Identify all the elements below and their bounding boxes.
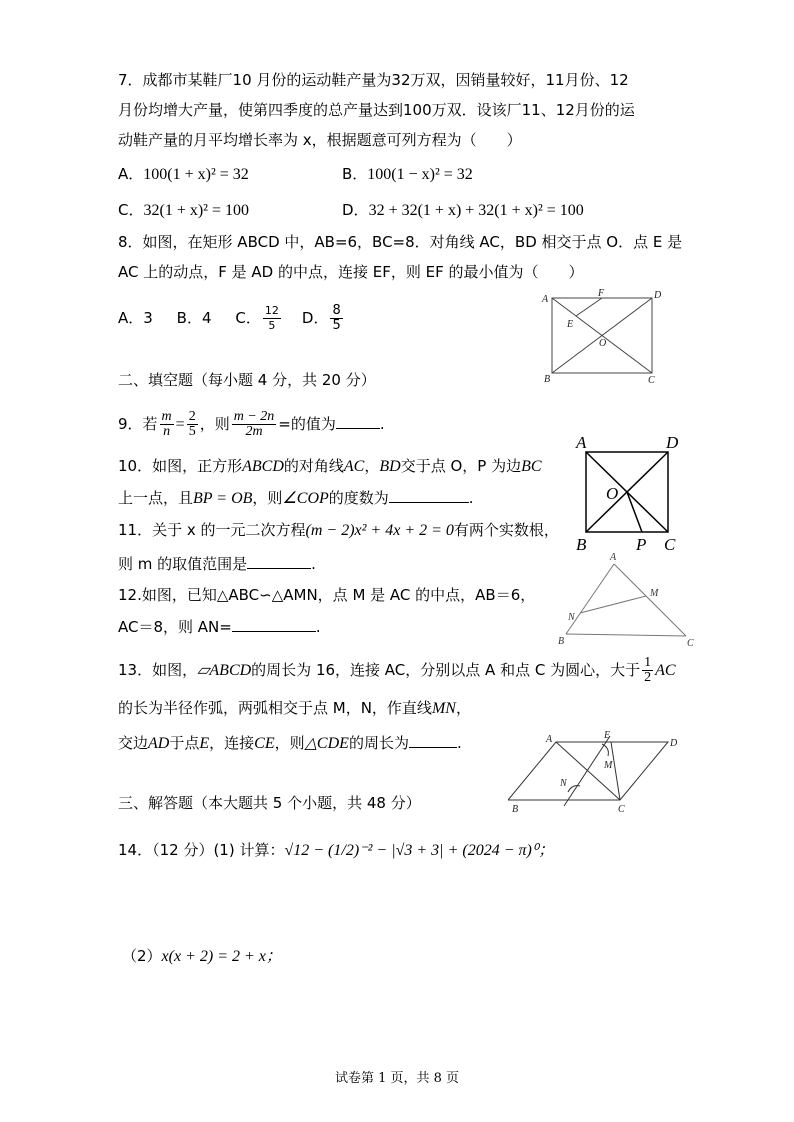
q13-cde: △CDE [304,735,349,752]
q10-line1 [118,456,542,477]
q13-text-3: 的长为半径作弧，两弧相交于点 M，N，作直线 [118,699,432,717]
q12-label-a: A [610,552,617,563]
q10-bc: BC [521,458,542,475]
q10-angle: ∠COP [282,490,329,507]
q13-text-6: 于点 [169,734,200,752]
q10-label-b: B [576,535,587,552]
q11-line2 [118,554,316,574]
page-footer: 试卷第 1 页，共 8 页 [334,1071,460,1086]
q13-parallelogram: ▱ABCD [197,662,252,679]
q13-text-1: 13．如图， [118,661,198,679]
q13-label-d: D [670,738,678,749]
option-c-formula: 32(1 + x)² = 100 [143,202,249,219]
q11-text-1: 11．关于 x 的一元二次方程 [118,521,306,539]
q10-text-2: 的对角线 [283,457,344,475]
q7-line3: 动鞋产量的月平均增长率为 x，根据题意可列方程为（ ） [118,131,522,149]
q10-label-d: D [666,433,679,452]
q11-equation: (m − 2)x² + 4x + 2 = 0 [305,522,454,539]
q12-answer-blank[interactable] [232,617,316,632]
q13-answer-blank[interactable] [409,733,457,748]
q14-part2 [122,946,282,967]
q13-fraction-half: $\frac{1}{2}$ [644,655,652,685]
q13-e: E [199,735,210,752]
q9-prefix: 9．若 [118,415,158,433]
q11-text-2: 有两个实数根， [453,521,559,539]
q11-answer-blank[interactable] [247,554,311,569]
q13-end: . [456,734,462,752]
q10-ac: AC [343,458,365,475]
q12-label-m: M [650,588,659,599]
q8-label-a: A [542,294,549,305]
q14-text-1: 14．（12 分）(1) 计算： [118,841,285,859]
option-d-formula: 32 + 32(1 + x) + 32(1 + x)² = 100 [368,202,584,219]
q13-text-7: ，连接 [209,734,255,752]
q9 [118,410,385,439]
q9-answer-blank[interactable] [336,414,380,429]
q10-text-7: 的度数为 [328,489,389,507]
q13-text-5: 交边 [118,734,149,752]
q10-text-6: ，则 [252,489,283,507]
q10-label-c: C [664,535,676,552]
q8-line1: 8．如图，在矩形 ABCD 中，AB=6，BC=8．对角线 AC，BD 相交于点 O．点 E 是 [118,233,683,251]
q14-expression: √12 − (1/2)⁻² − |√3 + 3| + (2024 − π)⁰； [284,842,555,859]
q12-triangle-figure [556,550,700,650]
option-b-label: B． [342,165,368,183]
q8-line2: AC 上的动点，F 是 AD 的中点，连接 EF，则 EF 的最小值为（ ） [118,263,584,281]
q11-line1 [118,520,559,541]
q8-label-e: E [567,319,574,330]
option-a-formula: 100(1 + x)² = 32 [143,166,249,183]
option-d-label: D． [342,201,369,219]
q13-line1 [118,656,676,685]
q13-label-e: E [604,730,611,741]
q12-label-b: B [558,636,565,647]
q12-label-n: N [568,612,575,623]
q8-options [118,304,345,333]
q13-ac: AC [655,662,676,679]
q13-label-a: A [546,734,553,745]
q9-equals: = [175,416,185,433]
q10-abcd: ABCD [242,458,284,475]
q10-text-3: ， [364,457,380,475]
q12-label-c: C [687,638,694,649]
q7-option-b [342,164,473,185]
q7-line1: 7．成都市某鞋厂10 月份的运动鞋产量为32万双，因销量较好，11月份、12 [118,71,629,89]
section-2-title: 二、填空题（每小题 4 分，共 20 分） [118,371,376,389]
q7-option-d [342,200,584,221]
q10-text-1: 10．如图，正方形 [118,457,243,475]
option-b-formula: 100(1 − x)² = 32 [367,166,473,183]
q8-option-d-fraction: $\frac{8}{5}$ [332,303,341,333]
q13-text-4: ， [455,699,471,717]
q13-line3 [118,733,462,754]
option-c-label: C． [118,201,144,219]
q8-option-c-fraction: $\frac{12}{5}$ [264,304,279,332]
q9-fraction-m-n: $\frac{m}{n}$ [161,409,172,439]
q13-parallelogram-figure [508,728,684,814]
q12-end: . [315,618,321,636]
q10-label-a: A [576,433,587,452]
q13-text-2: 的周长为 16，连接 AC，分别以点 A 和点 C 为圆心，大于 [251,661,641,679]
q10-label-p: P [636,535,647,552]
q9-suffix: =的值为 [278,415,336,433]
q13-label-n: N [560,778,567,789]
q10-text-5: 上一点，且 [118,489,194,507]
option-a-label: A． [118,165,144,183]
q13-text-8: ，则 [274,734,305,752]
q8-label-b: B [544,374,551,385]
q12-line2 [118,617,321,637]
q10-end: . [468,489,474,507]
q10-label-o: O [606,484,619,503]
q13-label-b: B [512,804,519,814]
q13-mn: MN [431,700,456,717]
q10-text-4: 交于点 O，P 为边 [400,457,522,475]
q9-end: . [379,415,385,433]
q8-label-o: O [599,338,607,349]
section-3-title: 三、解答题（本大题共 5 个小题，共 48 分） [118,794,421,812]
q14-part1 [118,840,554,861]
q10-equation: BP = OB [193,490,253,507]
q13-ce: CE [254,735,275,752]
q12-text: AC＝8，则 AN= [118,618,232,636]
q10-square-figure [572,432,684,552]
q14-text-2: （2） [122,947,162,965]
q10-answer-blank[interactable] [389,488,469,503]
q12-line1: 12.如图，已知△ABC∽△AMN，点 M 是 AC 的中点，AB＝6， [118,586,536,604]
q7-option-a [118,164,249,185]
q13-ad: AD [148,735,170,752]
q13-label-m: M [604,760,613,771]
q9-fraction-2-5: $\frac{2}{5}$ [188,409,196,439]
q9-mid: ，则 [199,415,230,433]
q11-text-3: 则 m 的取值范围是 [118,555,248,573]
q9-fraction-expr: $\frac{m - 2n}{2m}$ [233,409,275,439]
q13-text-9: 的周长为 [348,734,409,752]
q8-option-d-label: D． [301,309,329,327]
q11-end: . [311,555,316,573]
q14-equation: x(x + 2) = 2 + x； [161,948,282,965]
q10-bd: BD [379,458,401,475]
q8-rectangle-figure [538,288,668,388]
q7-line2: 月份均增大产量，使第四季度的总产量达到100万双．设该厂11、12月份的运 [118,101,635,119]
q8-label-c: C [648,375,655,386]
q7-option-c [118,200,249,221]
q8-option-c-label: C． [235,309,261,327]
q13-label-c: C [618,804,625,814]
q8-option-b: B．4 [176,309,212,327]
q13-line2 [118,698,471,719]
q10-line2 [118,488,474,509]
q8-label-d: D [654,290,662,301]
q8-label-f: F [598,288,605,299]
q8-option-a: A．3 [118,309,153,327]
